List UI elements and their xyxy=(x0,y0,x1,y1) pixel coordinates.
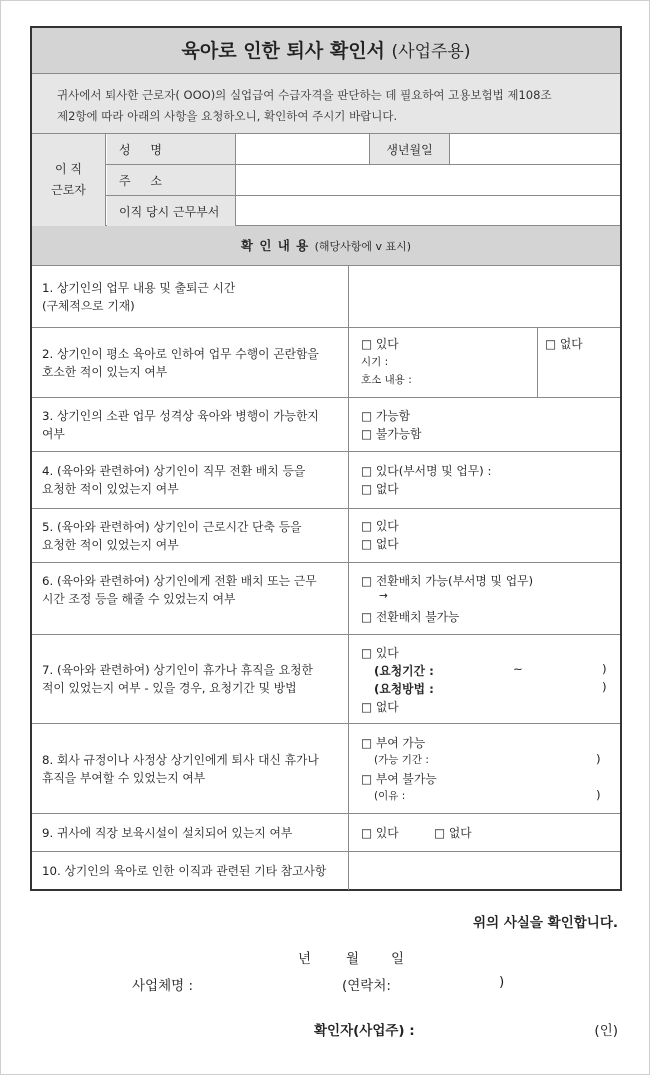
answer-field-10[interactable] xyxy=(350,852,620,890)
seal-mark: (인) xyxy=(594,1023,618,1039)
question-2-line-1: 2. 상기인이 평소 육아로 인하여 업무 수행이 곤란함을 xyxy=(42,346,319,361)
birth-field[interactable] xyxy=(450,134,620,164)
year-label: 년 xyxy=(298,951,312,967)
question-text xyxy=(32,814,349,851)
checkbox-grant-impossible[interactable]: □ 부여 불가능 xyxy=(361,772,437,786)
time-label: 시기 : xyxy=(361,356,389,368)
question-row-4 xyxy=(32,452,620,509)
checkbox-no[interactable]: □ 없다 xyxy=(361,700,399,714)
question-10-line-1: 10. 상기인의 육아로 인한 이직과 관련된 기타 참고사항 xyxy=(42,864,327,878)
intro-line-2: 제2항에 따라 아래의 사항을 요청하오니, 확인하여 주시기 바랍니다. xyxy=(57,109,398,123)
answer-field-1[interactable] xyxy=(350,266,620,327)
form-title-main: 육아로 인한 퇴사 확인서 xyxy=(181,40,385,62)
question-1-line-1: 1. 상기인의 업무 내용 및 출퇴근 시간 xyxy=(42,280,236,295)
employee-group-label-2: 근로자 xyxy=(51,183,86,197)
question-text xyxy=(32,724,349,813)
month-label: 월 xyxy=(346,951,360,967)
tilde-separator: ~ xyxy=(513,662,523,676)
section-hint: (해당사항에 v 표시) xyxy=(314,240,412,253)
checkbox-grant-possible[interactable]: □ 부여 가능 xyxy=(361,736,426,750)
method-close: ) xyxy=(602,680,607,694)
section-title: 확 인 내 용 xyxy=(240,238,310,253)
method-label: (요청방법 : xyxy=(374,682,434,696)
checkbox-yes[interactable]: □ 있다 xyxy=(361,519,399,533)
answer-cell-4 xyxy=(350,452,620,508)
question-row-2 xyxy=(32,328,620,398)
employee-section xyxy=(32,134,620,226)
question-row-9 xyxy=(32,814,620,852)
dept-label-text: 이직 당시 근무부서 xyxy=(119,204,220,219)
question-text xyxy=(32,328,349,397)
company-name-label: 사업체명 : xyxy=(132,978,194,994)
question-3-line-2: 여부 xyxy=(42,426,65,441)
checkbox-no[interactable]: □ 없다 xyxy=(545,337,583,351)
question-row-3 xyxy=(32,398,620,452)
question-8-line-1: 8. 회사 규정이나 사정상 상기인에게 퇴사 대신 휴가나 xyxy=(42,752,319,767)
checkbox-yes[interactable]: □ 있다 xyxy=(361,337,399,351)
question-8-line-2: 휴직을 부여할 수 있었는지 여부 xyxy=(42,770,206,785)
question-4-line-2: 요청한 적이 있었는지 여부 xyxy=(42,482,179,496)
answer-cell-2 xyxy=(350,328,620,397)
question-7-line-1: 7. (육아와 관련하여) 상기인이 휴가나 휴직을 요청한 xyxy=(42,663,313,677)
contact-label: (연락처: xyxy=(342,978,391,994)
answer-cell-8 xyxy=(350,724,620,813)
question-row-7 xyxy=(32,635,620,724)
checkbox-transfer-impossible[interactable]: □ 전환배치 불가능 xyxy=(361,610,460,624)
question-6-line-2: 시간 조정 등을 해줄 수 있었는지 여부 xyxy=(42,592,236,606)
question-2-line-2: 호소한 적이 있는지 여부 xyxy=(42,364,168,379)
answer-cell-7 xyxy=(350,635,620,723)
question-text xyxy=(32,452,349,508)
birth-label-text: 생년월일 xyxy=(386,142,433,157)
address-label-text: 주 소 xyxy=(119,173,170,188)
question-row-8 xyxy=(32,724,620,814)
form-title xyxy=(32,28,620,74)
question-row-6 xyxy=(32,563,620,635)
grid-line xyxy=(106,164,620,165)
employee-group-label xyxy=(32,134,106,226)
confirmation-form xyxy=(30,26,622,891)
period-label: (요청기간 : xyxy=(374,664,434,678)
question-3-line-1: 3. 상기인의 소관 업무 성격상 육아와 병행이 가능한지 xyxy=(42,408,319,423)
answer-cell-5 xyxy=(350,509,620,562)
grid-line xyxy=(235,134,236,226)
contact-close: ) xyxy=(499,974,505,990)
intro-line-1: 귀사에서 퇴사한 근로자( OOO)의 실업급여 수급자격을 판단하는 데 필요하여 고용보험법 제108조 xyxy=(57,88,552,102)
confirmer-label: 확인자(사업주) : xyxy=(314,1023,415,1039)
checkbox-impossible[interactable]: □ 불가능함 xyxy=(361,427,422,441)
checkbox-yes[interactable]: □ 있다 xyxy=(361,826,399,840)
question-row-1 xyxy=(32,266,620,328)
section-header xyxy=(32,226,620,266)
checkbox-no[interactable]: □ 없다 xyxy=(361,482,399,496)
question-4-line-1: 4. (육아와 관련하여) 상기인이 직무 전환 배치 등을 xyxy=(42,464,306,478)
checkbox-yes[interactable]: □ 있다(부서명 및 업무) : xyxy=(361,464,492,478)
question-7-line-2: 적이 있었는지 여부 - 있을 경우, 요청기간 및 방법 xyxy=(42,681,297,695)
checkbox-possible[interactable]: □ 가능함 xyxy=(361,409,411,423)
question-row-10 xyxy=(32,852,620,890)
question-text xyxy=(32,563,349,634)
period-close: ) xyxy=(596,752,601,766)
intro-text xyxy=(32,74,620,134)
checkbox-no[interactable]: □ 없다 xyxy=(361,537,399,551)
checkbox-transfer-possible[interactable]: □ 전환배치 가능(부서명 및 업무) xyxy=(361,574,534,588)
grid-line xyxy=(106,195,620,196)
dept-field[interactable] xyxy=(236,196,620,226)
birth-label xyxy=(370,134,449,164)
question-text xyxy=(32,266,349,327)
reason-close: ) xyxy=(596,788,601,802)
answer-cell-9 xyxy=(350,814,620,851)
day-label: 일 xyxy=(391,951,405,967)
content-label: 호소 내용 : xyxy=(361,374,412,386)
name-field[interactable] xyxy=(236,134,370,164)
address-label xyxy=(107,165,235,195)
grid-line xyxy=(369,134,370,164)
checkbox-no[interactable]: □ 없다 xyxy=(434,826,472,840)
question-row-5 xyxy=(32,509,620,563)
question-9-line-1: 9. 귀사에 직장 보육시설이 설치되어 있는지 여부 xyxy=(42,825,293,840)
reason-label: (이유 : xyxy=(374,790,406,802)
arrow-icon: → xyxy=(379,590,388,602)
answer-cell-6 xyxy=(350,563,620,634)
question-text xyxy=(32,509,349,562)
question-text xyxy=(32,398,349,451)
period-close: ) xyxy=(602,662,607,676)
dept-label xyxy=(107,196,235,226)
confirmation-statement: 위의 사실을 확인합니다. xyxy=(473,915,618,931)
question-text xyxy=(32,635,349,723)
name-label-text: 성 명 xyxy=(119,142,170,157)
grid-line xyxy=(449,134,450,164)
possible-period-label: (가능 기간 : xyxy=(374,754,429,766)
checkbox-yes[interactable]: □ 있다 xyxy=(361,646,399,660)
question-text xyxy=(32,852,349,890)
question-5-line-2: 요청한 적이 있었는지 여부 xyxy=(42,537,179,552)
address-field[interactable] xyxy=(236,165,620,195)
form-title-suffix: (사업주용) xyxy=(391,42,471,62)
answer-cell-3 xyxy=(350,398,620,451)
name-label xyxy=(107,134,235,164)
question-6-line-1: 6. (육아와 관련하여) 상기인에게 전환 배치 또는 근무 xyxy=(42,574,317,588)
employee-group-label-1: 이 직 xyxy=(55,162,82,176)
question-5-line-1: 5. (육아와 관련하여) 상기인이 근로시간 단축 등을 xyxy=(42,519,302,534)
question-1-line-2: (구체적으로 기재) xyxy=(42,298,135,313)
grid-line xyxy=(537,328,538,397)
